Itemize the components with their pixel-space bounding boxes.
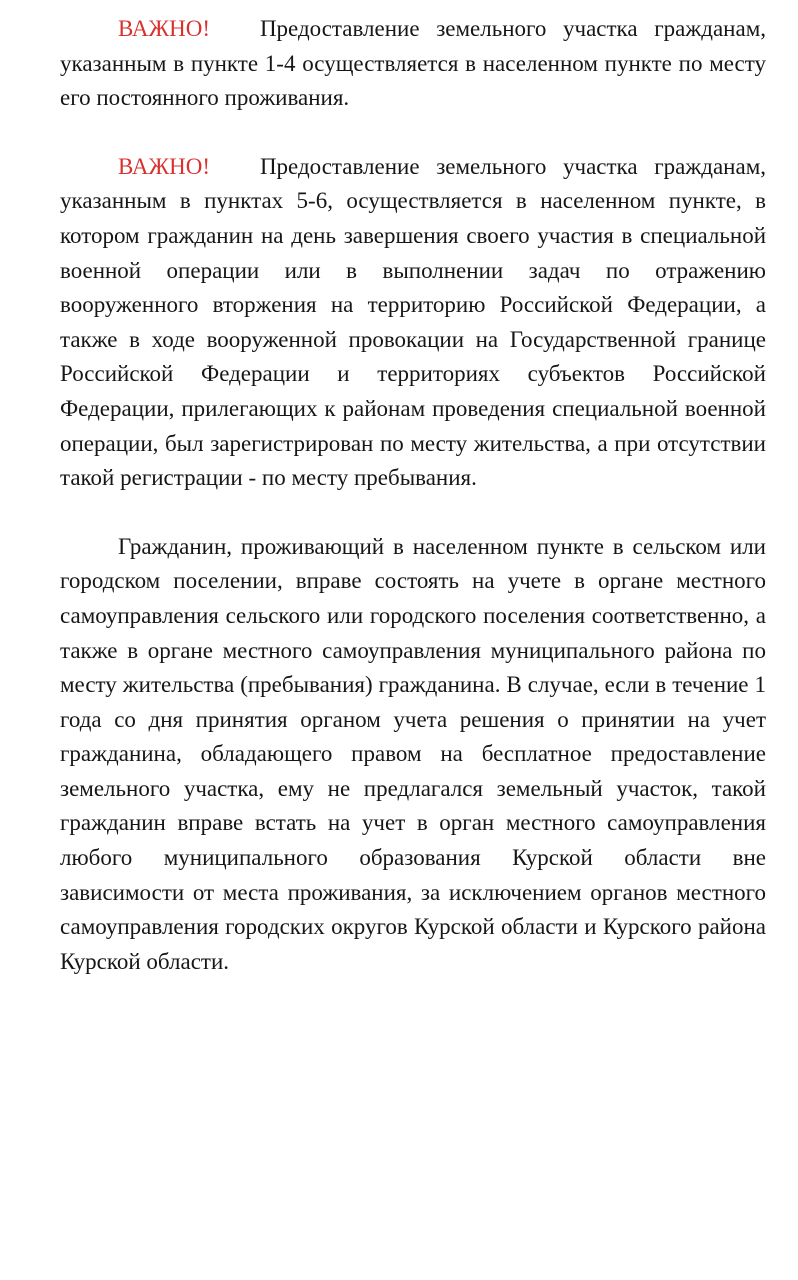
paragraph-text: Предоставление земельного участка гражданам, указанным в пункте 1-4 осуществляется в населенном пункте по месту его постоянного проживания.	[60, 16, 767, 111]
paragraph-text: Гражданин, проживающий в населенном пункте в сельском или городском поселении, вправе состоять на учете в органе местного самоуправления сельского или городского поселения соответственно, а также в органе местного самоуправления муниципального района по месту жительства (пребывания) гражданина. В случае, если в течение 1 года со дня принятия органом учета решения о принятии на учет гражданина, обладающего правом на бесплатное предоставление земельного участка, ему не предлагался земельный участок, такой гражданин вправе встать на учет в орган местного самоуправления любого муниципального образования Курской области вне зависимости от места проживания, за исключением органов местного самоуправления городских округов Курской области и Курского района Курской области.	[60, 533, 766, 974]
paragraph-important-1	[60, 12, 766, 116]
important-label: ВАЖНО!	[118, 16, 210, 41]
document-body	[60, 12, 766, 979]
important-label: ВАЖНО!	[118, 153, 210, 179]
paragraph-text: Предоставление земельного участка гражданам, указанным в пунктах 5-6, осуществляется в населенном пункте, в котором гражданин на день завершения своего участия в специальной военной операции или в выполнении задач по отражению вооруженного вторжения на территорию Российской Федерации, а также в ходе вооруженной провокации на Государственной границе Российской Федерации и территориях субъектов Российской Федерации, прилегающих к районам проведения специальной военной операции, был зарегистрирован по месту жительства, а при отсутствии такой регистрации - по месту пребывания.	[60, 153, 767, 491]
paragraph-important-2	[60, 150, 766, 496]
paragraph-registration-rules	[60, 530, 766, 980]
